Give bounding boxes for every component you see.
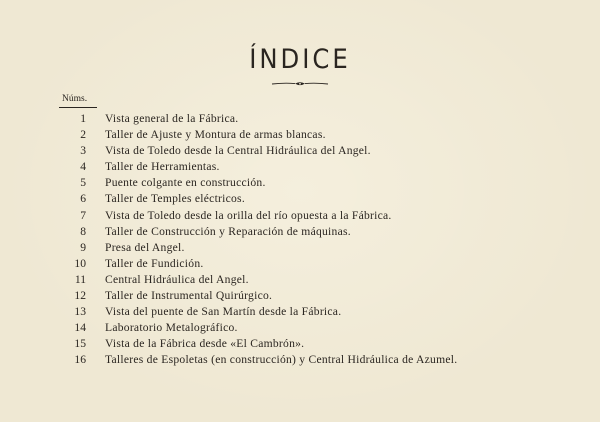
- header-underline: [59, 107, 97, 108]
- page-title: ÍNDICE: [249, 44, 351, 75]
- index-entry: [0, 336, 600, 352]
- entry-title: Laboratorio Metalográfico.: [105, 321, 238, 335]
- entry-number: 1: [80, 112, 86, 125]
- entry-number: 9: [80, 240, 86, 254]
- entry-number: 3: [80, 144, 86, 158]
- index-entry: [0, 352, 600, 368]
- entry-number: 6: [80, 192, 86, 206]
- entry-number: 15: [74, 337, 86, 351]
- index-entry: [0, 111, 600, 127]
- index-entry: [0, 304, 600, 320]
- index-entry: [0, 175, 600, 191]
- entry-title: Central Hidráulica del Angel.: [105, 272, 249, 286]
- index-entry: [0, 159, 600, 175]
- entry-title: Taller de Temples eléctricos.: [105, 192, 245, 206]
- entry-title: Presa del Angel.: [105, 240, 185, 254]
- entry-number: 14: [74, 321, 86, 335]
- entry-title: Vista del puente de San Martín desde la Fábrica.: [105, 305, 342, 319]
- entry-number: 16: [74, 353, 86, 367]
- entry-title: Vista general de la Fábrica.: [105, 112, 239, 125]
- entry-title: Vista de Toledo desde la Central Hidráulica del Angel.: [105, 144, 371, 158]
- entry-number: 12: [74, 289, 86, 303]
- index-entry: [0, 288, 600, 304]
- entry-number: 8: [80, 224, 86, 238]
- entry-number: 4: [80, 160, 86, 174]
- entry-number: 2: [80, 128, 86, 142]
- entry-title: Taller de Herramientas.: [105, 160, 220, 174]
- index-entry: [0, 127, 600, 143]
- entry-title: Taller de Fundición.: [105, 256, 204, 270]
- index-entry: [0, 240, 600, 256]
- index-entry: [0, 256, 600, 272]
- entry-title: Puente colgante en construcción.: [105, 176, 266, 190]
- index-entry: [0, 272, 600, 288]
- entry-title: Taller de Ajuste y Montura de armas blancas.: [105, 128, 326, 142]
- entry-title: Vista de Toledo desde la orilla del río opuesta a la Fábrica.: [105, 208, 392, 222]
- index-list: [0, 111, 600, 369]
- numbers-column-header: Núms.: [62, 94, 88, 104]
- entry-title: Taller de Construcción y Reparación de máquinas.: [105, 224, 351, 238]
- entry-number: 7: [80, 208, 86, 222]
- index-entry: [0, 191, 600, 207]
- entry-number: 10: [74, 256, 86, 270]
- entry-title: Taller de Instrumental Quirúrgico.: [105, 289, 273, 303]
- entry-number: 5: [80, 176, 86, 190]
- entry-number: 11: [74, 272, 86, 286]
- index-entry: [0, 320, 600, 336]
- index-entry: [0, 143, 600, 159]
- ornament-divider-icon: [271, 80, 329, 88]
- index-entry: [0, 208, 600, 224]
- entry-title: Talleres de Espoletas (en construcción) y Central Hidráulica de Azumel.: [105, 353, 458, 367]
- entry-title: Vista de la Fábrica desde «El Cambrón».: [105, 337, 305, 351]
- entry-number: 13: [74, 305, 86, 319]
- index-entry: [0, 224, 600, 240]
